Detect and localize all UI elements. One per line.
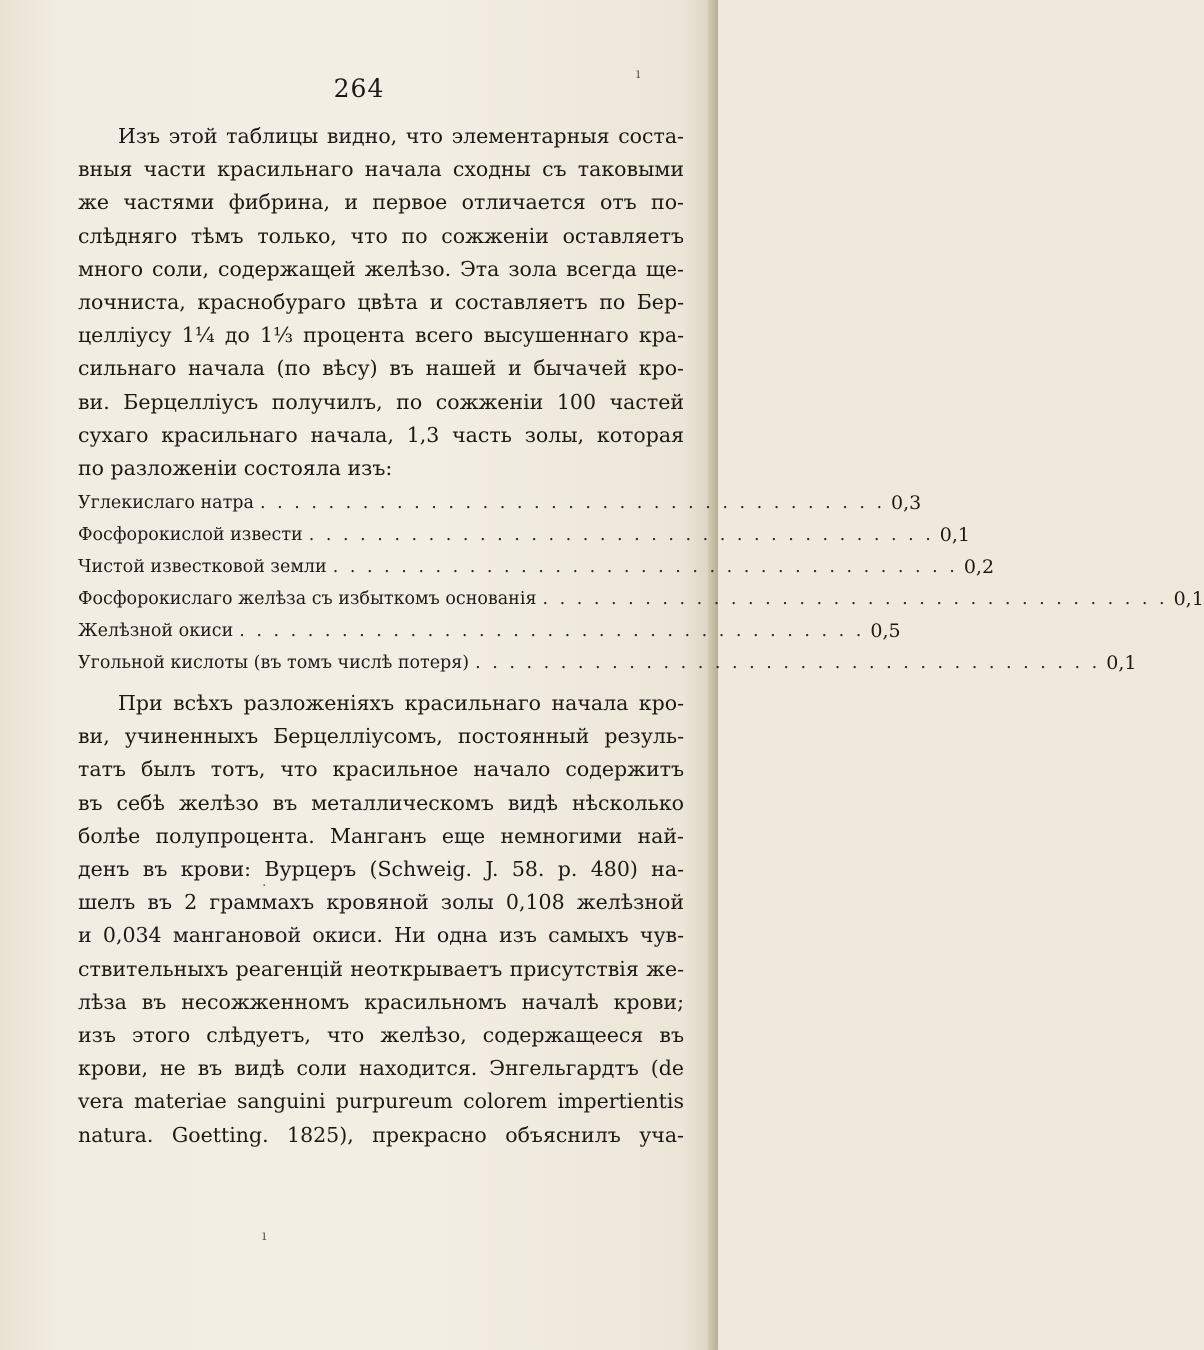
row-value: 0,1 — [1173, 588, 1204, 611]
body-text — [78, 120, 1204, 1152]
leader-dots: . . . . . . . . . . . . . . . . . . . . . . . . . . . . . . . . . . . . . — [332, 557, 958, 578]
text-line: изъ этого слѣдуетъ, что желѣзо, содержащееся въ — [78, 1022, 684, 1047]
text-line: При всѣхъ разложеніяхъ красильнаго начала кро- — [118, 691, 684, 716]
text-line: лѣза въ несожженномъ красильномъ началѣ крови; — [78, 989, 684, 1014]
row-value: 0,1 — [1106, 652, 1137, 675]
text-line: же частями фибрина, и первое отличается отъ по- — [78, 190, 684, 215]
text-line: лочниста, краснобураго цвѣта и составляетъ по Бер- — [78, 289, 684, 314]
text-line: vera materiae sanguini purpureum colorem impertientis — [78, 1089, 684, 1114]
row-label: Чистой известковой земли — [78, 557, 327, 578]
text-line: по разложеніи состояла изъ: — [78, 455, 393, 480]
text-line: крови, не въ видѣ соли находится. Энгельгардтъ (de — [78, 1056, 684, 1081]
row-label: Желѣзной окиси — [78, 621, 234, 642]
paragraph-2 — [78, 687, 684, 1152]
table-row — [78, 487, 922, 519]
text-line: natura. Goetting. 1825), прекрасно объяснилъ уча- — [78, 1122, 684, 1147]
table-row — [78, 647, 1137, 679]
row-value: 0,5 — [870, 620, 901, 643]
text-line: татъ былъ тотъ, что красильное начало содержитъ — [78, 757, 684, 782]
row-label: Углекислаго натра — [78, 493, 254, 514]
text-line: Изъ этой таблицы видно, что элементарныя соста- — [118, 124, 684, 148]
text-line: въ себѣ желѣзо въ металлическомъ видѣ нѣсколько — [78, 790, 684, 815]
scan-speck: · — [262, 878, 267, 894]
row-label: Угольной кислоты (въ томъ числѣ потеря) — [78, 653, 470, 674]
leader-dots: . . . . . . . . . . . . . . . . . . . . . . . . . . . . . . . . . . . . . — [475, 653, 1101, 674]
text-line: слѣдняго тѣмъ только, что по сожженіи оставляетъ — [78, 223, 684, 248]
row-label: Фосфорокислой извести — [78, 525, 303, 546]
scan-speck: ı — [262, 1228, 267, 1244]
leader-dots: . . . . . . . . . . . . . . . . . . . . . . . . . . . . . . . . . . . . . — [542, 589, 1168, 610]
table-row — [78, 519, 970, 551]
text-line: вныя части красильнаго начала сходны съ таковыми — [78, 157, 684, 182]
table-row — [78, 615, 901, 647]
text-line: целліусу 1¼ до 1⅓ процента всего высушеннаго кра- — [78, 323, 684, 348]
scan-speck: ı — [636, 66, 641, 82]
text-line: денъ въ крови: Вурцеръ (Schweig. J. 58. p. 480) на- — [78, 857, 684, 881]
row-value: 0,3 — [891, 492, 922, 515]
text-line: болѣе полупроцента. Манганъ еще немногими най- — [78, 823, 684, 848]
leader-dots: . . . . . . . . . . . . . . . . . . . . . . . . . . . . . . . . . . . . . — [239, 621, 865, 642]
row-label: Фосфорокислаго желѣза съ избыткомъ основанія — [78, 589, 537, 610]
text-line: ствительныхъ реагенцій неоткрываетъ присутствія же- — [78, 956, 684, 981]
paragraph-1 — [78, 120, 684, 485]
ash-composition-table — [78, 487, 1204, 679]
leader-dots: . . . . . . . . . . . . . . . . . . . . . . . . . . . . . . . . . . . . . — [259, 493, 886, 514]
table-row — [78, 551, 995, 583]
text-line: сильнаго начала (по вѣсу) въ нашей и бычачей кро- — [78, 356, 684, 381]
text-line: сухаго красильнаго начала, 1,3 часть золы, которая — [78, 422, 684, 447]
row-value: 0,1 — [939, 524, 970, 547]
text-line: и 0,034 мангановой окиси. Ни одна изъ самыхъ чув- — [78, 923, 684, 948]
text-line: шелъ въ 2 граммахъ кровяной золы 0,108 желѣзной — [78, 890, 684, 915]
table-row — [78, 583, 1204, 615]
text-line: много соли, содержащей желѣзо. Эта зола всегда ще- — [78, 256, 684, 281]
text-line: ви. Берцелліусъ получилъ, по сожженіи 100 частей — [78, 389, 684, 414]
row-value: 0,2 — [963, 556, 995, 579]
text-line: ви, учиненныхъ Берцелліусомъ, постоянный резуль- — [78, 724, 684, 749]
leader-dots: . . . . . . . . . . . . . . . . . . . . . . . . . . . . . . . . . . . . . — [308, 525, 934, 546]
page-number: 264 — [333, 74, 385, 103]
